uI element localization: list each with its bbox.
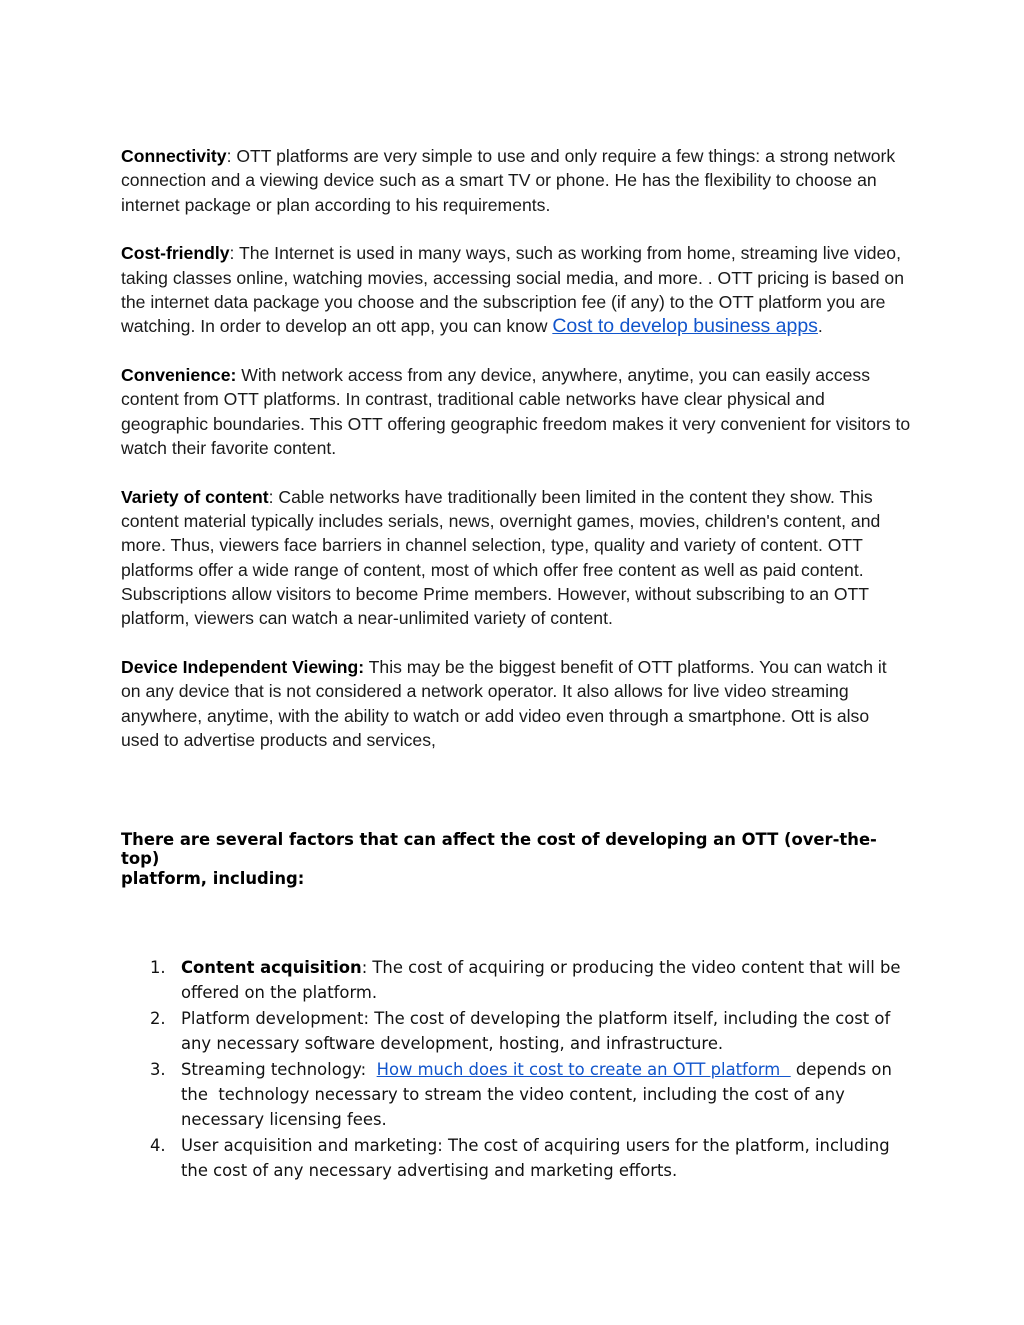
- variety-paragraph: [121, 485, 911, 631]
- list-item-text: Streaming technology:: [181, 1059, 377, 1079]
- list-item: [121, 1057, 911, 1133]
- cost-friendly-text: : The Internet is used in many ways, such as working from home, streaming live video, taking classes online, watching movies, accessing social media, and more. . OTT pricing is based on the internet data package you choose and the subscription fee (if any) to the OTT platform you are watching. In order to develop an ott app, you can know: [121, 243, 904, 337]
- list-number: 2.: [150, 1008, 166, 1028]
- list-item-text: User acquisition and marketing: The cost of acquiring users for the platform, including the cost of any necessary advertising and marketing efforts.: [181, 1135, 890, 1181]
- convenience-text: With network access from any device, anywhere, anytime, you can easily access content from OTT platforms. In contrast, traditional cable networks have clear physical and geographic boundaries. This OTT offering geographic freedom makes it very convenient for visitors to watch their favorite content.: [121, 365, 911, 458]
- factors-list: [121, 955, 911, 1184]
- factors-heading-line-1: There are several factors that can affect the cost of developing an OTT (over-the-top): [121, 830, 877, 868]
- connectivity-label: Connectivity: [121, 146, 227, 166]
- connectivity-paragraph: [121, 144, 911, 217]
- device-paragraph: [121, 655, 911, 752]
- convenience-label: Convenience:: [121, 365, 237, 386]
- factors-heading-line-2: platform, including:: [121, 869, 305, 888]
- variety-text: : Cable networks have traditionally been limited in the content they show. This content material typically includes serials, news, overnight games, movies, children's content, and more. Thus, viewers face barriers in channel selection, type, quality and variety of content. OTT platforms offer a wide range of content, most of which offer free content as well as paid content. Subscriptions allow visitors to become Prime members. However, without subscribing to an OTT platform, viewers can watch a near-unlimited variety of content.: [121, 486, 881, 629]
- list-item-text: : The cost of acquiring or producing the video content that will be offered on the platform.: [181, 958, 901, 1003]
- connectivity-text: : OTT platforms are very simple to use and only require a few things: a strong network connection and a viewing device such as a smart TV or phone. He has the flexibility to choose an internet package or plan according to his requirements.: [121, 146, 896, 215]
- cost-friendly-paragraph: [121, 241, 911, 338]
- ott-platform-cost-link[interactable]: How much does it cost to create an OTT platform: [376, 1059, 791, 1079]
- cost-friendly-period: .: [817, 316, 823, 337]
- device-text: This may be the biggest benefit of OTT platforms. You can watch it on any device that is not considered a network operator. It also allows for live video streaming anywhere, anytime, with the ability to watch or add video even through a smartphone. Ott is also used to advertise products and services,: [121, 657, 887, 750]
- cost-to-develop-link[interactable]: Cost to develop business apps: [552, 315, 818, 338]
- list-item-text: Platform development: The cost of developing the platform itself, including the cost of any necessary software development, hosting, and infrastructure.: [181, 1008, 891, 1054]
- list-item: [121, 955, 911, 1006]
- convenience-paragraph: [121, 363, 911, 460]
- benefits-section: [121, 144, 911, 777]
- list-number: 3.: [150, 1059, 166, 1079]
- cost-friendly-label: Cost-friendly: [121, 243, 230, 264]
- list-item: [121, 1133, 911, 1184]
- list-item-text: depends on the technology necessary to stream the video content, including the cost of any necessary licensing fees.: [181, 1059, 898, 1130]
- device-label: Device Independent Viewing:: [121, 657, 365, 678]
- variety-label: Variety of content: [121, 486, 269, 507]
- list-number: 4.: [150, 1135, 166, 1155]
- list-item: [121, 1006, 911, 1057]
- content-acquisition-label: Content acquisition: [181, 958, 362, 977]
- list-number: 1.: [150, 958, 166, 977]
